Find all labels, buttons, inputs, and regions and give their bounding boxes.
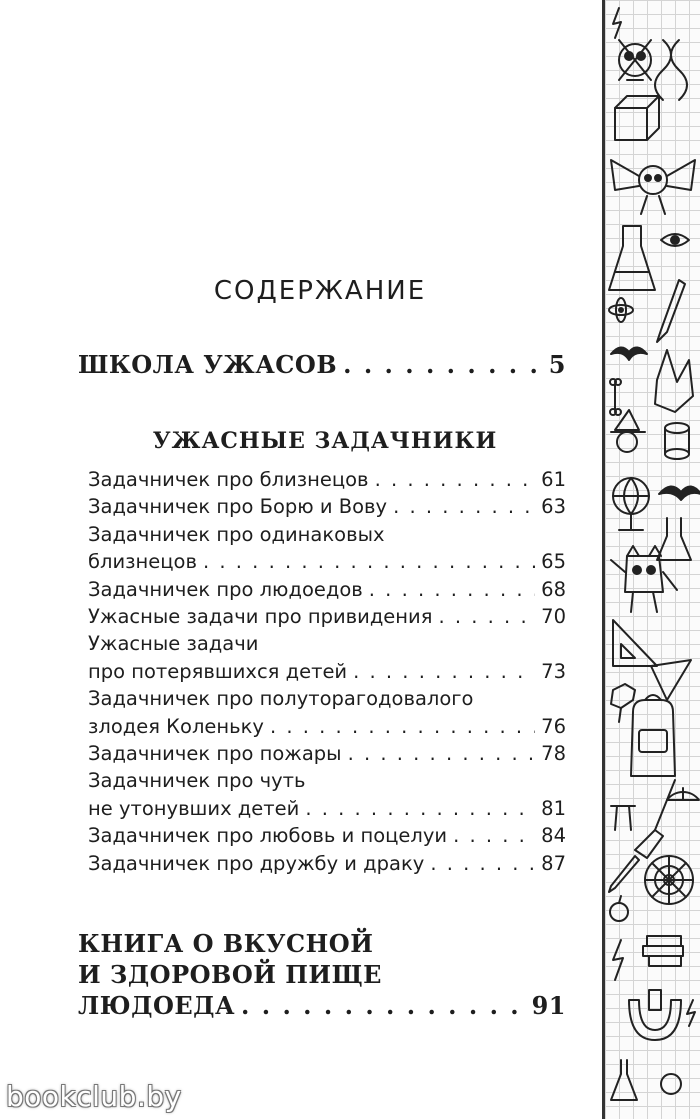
toc-entries-list [88,466,566,877]
backpack-icon [631,695,675,776]
toc-entry-title-line: КНИГА О ВКУСНОЙ [78,929,374,958]
toc-entry-title: близнецов [88,550,197,574]
toc-entry-title: не утонувших детей [88,796,300,820]
toc-entry[interactable] [88,466,566,493]
toc-page-number: 65 [541,550,566,574]
subsection-heading: УЖАСНЫЕ ЗАДАЧНИКИ [152,428,498,454]
pi-icon [611,806,635,830]
atom-icon [609,298,633,322]
toc-page-number: 68 [541,577,566,601]
toc-entry[interactable] [88,795,566,822]
toc-entry-title: ШКОЛА УЖАСОВ [78,350,338,379]
toc-entry-title: ЛЮДОЕДА [78,991,236,1020]
dot-leader [369,576,535,603]
lightning-icon [613,940,623,980]
toc-entry[interactable] [88,493,566,520]
toc-entry-title-line[interactable]: Ужасные задачи [88,632,259,656]
toc-entry-school-of-horrors[interactable] [78,350,566,379]
toc-entry-title-line[interactable]: Задачничек про полуторагодовалого [88,687,474,711]
toc-entry-title: Задачничек про людоедов [88,577,363,601]
potion-icon [611,1060,681,1100]
contents-heading: СОДЕРЖАНИЕ [213,276,427,306]
toc-entry-title-line: И ЗДОРОВОЙ ПИЩЕ [78,960,382,989]
dot-leader [270,713,535,740]
toc-entry-title: Задачничек про любовь и поцелуи [88,824,448,848]
toc-entry-title-line[interactable]: Задачничек про одинаковых [88,522,385,546]
bat-creature-icon [611,160,695,214]
toc-entry[interactable] [88,740,566,767]
toc-entry[interactable] [88,548,566,575]
dot-leader [438,603,535,630]
triangle-ruler-icon [651,660,691,700]
toc-page-number: 84 [541,824,566,848]
toc-page-number: 78 [541,742,566,766]
toc-entry-title: Задачничек про пожары [88,742,342,766]
globe-icon [613,478,649,530]
toc-entry-title: про потерявшихся детей [88,659,348,683]
spiderweb-icon [645,856,693,904]
bat-icon [611,347,647,360]
toc-entry[interactable] [88,603,566,630]
toc-page-number: 63 [541,495,566,519]
pen-icon [609,856,639,892]
toc-page-number: 76 [541,714,566,738]
dot-leader [305,795,535,822]
dot-leader [453,822,535,849]
apple-icon [610,896,628,921]
dot-leader [430,850,535,877]
toc-entry-title: Задачничек про дружбу и драку [88,851,425,875]
doodle-margin-strip [602,0,700,1119]
dna-icon [655,40,687,100]
dot-leader [203,548,535,575]
toc-entry-title: Задачничек про Борю и Вову [88,495,388,519]
toc-page-number: 5 [548,350,566,379]
eye-icon [661,234,689,246]
triangle-ruler-icon [613,620,657,666]
toc-page-number: 70 [541,605,566,629]
magnet-icon [629,990,681,1040]
toc-entry-title: злодея Коленьку [88,714,264,738]
dot-leader [393,493,535,520]
cylinder-icon [665,423,689,459]
flask-icon [609,226,655,290]
pen-icon [657,280,685,342]
skull-icon [619,40,651,80]
toc-entry-title: Задачничек про близнецов [88,468,369,491]
toc-entry-title: Ужасные задачи про привидения [88,605,433,629]
toc-page-number: 91 [531,991,566,1020]
lightning-icon [687,1000,695,1026]
toc-entry[interactable] [88,850,566,877]
bat-icon [659,486,700,500]
toc-entry[interactable] [88,658,566,685]
toc-entry-title-line[interactable]: Задачничек про чуть [88,769,306,793]
toc-page-number: 73 [541,659,566,683]
books-icon [643,936,683,966]
witch-icon [611,410,645,452]
cube-icon [615,96,659,140]
dot-leader [348,740,536,767]
toc-page-number: 81 [541,796,566,820]
hand-icon [611,684,635,722]
toc-entry[interactable] [88,576,566,603]
crystal-icon [655,350,693,412]
toc-page-number: 61 [541,468,566,491]
monster-icon [611,546,677,612]
beaker-icon [657,518,691,560]
lightning-icon [613,8,621,38]
dot-leader [343,350,543,379]
dot-leader [353,658,535,685]
toc-entry-last-line [78,990,566,1021]
watermark-text: bookclub.by [6,1080,182,1113]
dot-leader [375,466,536,493]
dot-leader [241,990,526,1021]
toc-entry-cookbook[interactable] [78,928,566,1021]
toc-page-number: 87 [541,851,566,875]
toc-entry[interactable] [88,713,566,740]
broom-icon [635,780,675,858]
bone-icon [610,379,621,415]
toc-entry[interactable] [88,822,566,849]
